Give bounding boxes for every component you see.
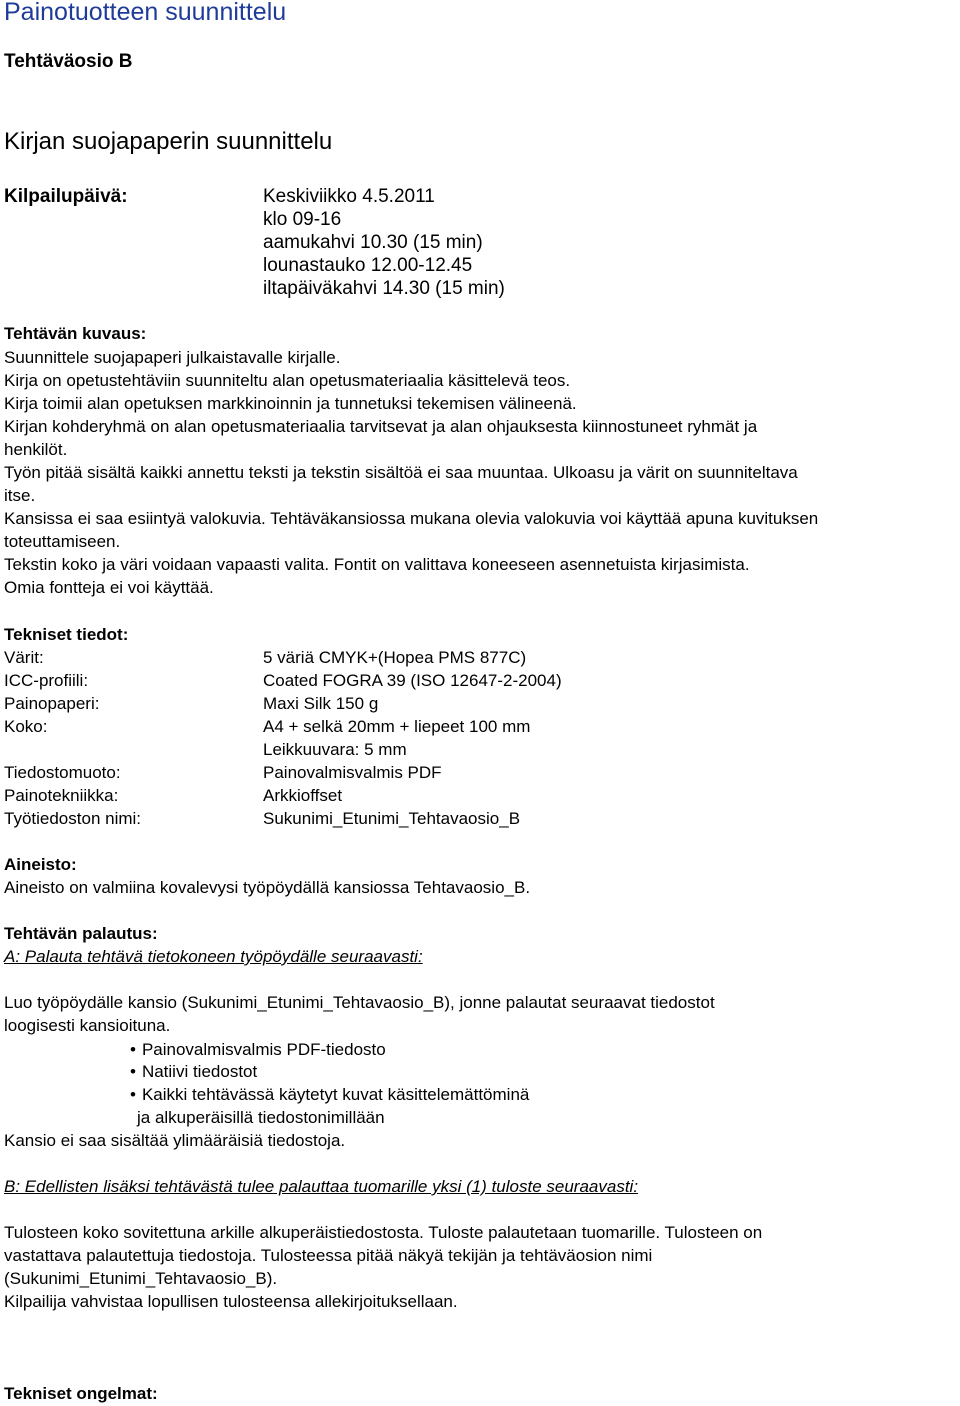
spec-value: Arkkioffset (263, 786, 343, 805)
task-description-line: toteuttamiseen. (4, 532, 121, 551)
bullet-item: • Natiivi tiedostot (130, 1063, 257, 1080)
spec-label: Työtiedoston nimi: (4, 809, 142, 828)
part-b-line: Kilpailija vahvistaa lopullisen tulosteensa allekirjoituksellaan. (4, 1292, 458, 1311)
task-description-line: itse. (4, 486, 36, 505)
task-description-line: Kirja toimii alan opetuksen markkinoinnin ja tunnetuksi tekemisen välineenä. (4, 394, 577, 413)
bullet-item: • Kaikki tehtävässä käytetyt kuvat käsittelemättöminä (130, 1086, 529, 1103)
spec-value: Maxi Silk 150 g (263, 694, 379, 713)
part-b-line: Tulosteen koko sovitettuna arkille alkuperäistiedostosta. Tuloste palautetaan tuomarille. Tulosteen on (4, 1223, 763, 1242)
spec-label: Tiedostomuoto: (4, 763, 121, 782)
task-description-line: Omia fontteja ei voi käyttää. (4, 578, 214, 597)
bullet-continuation: ja alkuperäisillä tiedostonimillään (137, 1108, 385, 1127)
spec-label: Painotekniikka: (4, 786, 119, 805)
competition-line: klo 09-16 (263, 209, 342, 230)
task-description-heading: Tehtävän kuvaus: (4, 324, 147, 343)
competition-line: Keskiviikko 4.5.2011 (263, 186, 435, 207)
task-description-line: Kirja on opetustehtäviin suunniteltu alan opetusmateriaalia käsittelevä teos. (4, 371, 571, 390)
part-a-closing: Kansio ei saa sisältää ylimääräisiä tiedostoja. (4, 1131, 346, 1150)
material-text: Aineisto on valmiina kovalevysi työpöydällä kansiossa Tehtavaosio_B. (4, 878, 531, 897)
spec-label: Koko: (4, 717, 48, 736)
page-title: Painotuotteen suunnittelu (4, 0, 287, 26)
section-subtitle: Tehtäväosio B (4, 51, 133, 72)
bullet-item: • Painovalmisvalmis PDF-tiedosto (130, 1041, 386, 1058)
part-b-line: vastattava palautettuja tiedostoja. Tulosteessa pitää näkyä tekijän ja tehtäväosion nimi (4, 1246, 653, 1265)
task-description-line: Suunnittele suojapaperi julkaistavalle kirjalle. (4, 348, 341, 367)
part-a-intro-line: Luo työpöydälle kansio (Sukunimi_Etunimi_Tehtavaosio_B), jonne palautat seuraavat tiedostot (4, 993, 715, 1012)
spec-value: Coated FOGRA 39 (ISO 12647-2-2004) (263, 671, 562, 690)
task-description-line: Tekstin koko ja väri voidaan vapaasti valita. Fontit on valittava koneeseen asennetuista kirjasimista. (4, 555, 750, 574)
task-description-line: Kansissa ei saa esiintyä valokuvia. Tehtäväkansiossa mukana olevia valokuvia voi käyttää apuna kuvituksen (4, 509, 819, 528)
spec-label: Painopaperi: (4, 694, 100, 713)
technical-problems-heading: Tekniset ongelmat: (4, 1384, 158, 1403)
return-heading: Tehtävän palautus: (4, 924, 158, 943)
technical-heading: Tekniset tiedot: (4, 625, 129, 644)
task-description-line: Työn pitää sisältä kaikki annettu teksti ja tekstin sisältöä ei saa muuntaa. Ulkoasu ja värit on suunniteltava (4, 463, 798, 482)
spec-label: Värit: (4, 648, 44, 667)
spec-value: A4 + selkä 20mm + liepeet 100 mm (263, 717, 531, 736)
spec-value: 5 väriä CMYK+(Hopea PMS 877C) (263, 648, 527, 667)
material-heading: Aineisto: (4, 855, 77, 874)
spec-value: Leikkuuvara: 5 mm (263, 740, 407, 759)
document-heading: Kirjan suojapaperin suunnittelu (4, 128, 333, 155)
part-a-intro-line: loogisesti kansioituna. (4, 1016, 171, 1035)
spec-label: ICC-profiili: (4, 671, 89, 690)
competition-line: aamukahvi 10.30 (15 min) (263, 232, 483, 253)
part-b-heading: B: Edellisten lisäksi tehtävästä tulee palauttaa tuomarille yksi (1) tuloste seuraavasti: (4, 1177, 639, 1196)
spec-value: Sukunimi_Etunimi_Tehtavaosio_B (263, 809, 521, 828)
part-a-heading: A: Palauta tehtävä tietokoneen työpöydälle seuraavasti: (4, 947, 423, 966)
task-description-line: Kirjan kohderyhmä on alan opetusmateriaalia tarvitsevat ja alan ohjauksesta kiinnostuneet ryhmät ja (4, 417, 758, 436)
part-b-line: (Sukunimi_Etunimi_Tehtavaosio_B). (4, 1269, 278, 1288)
spec-value: Painovalmisvalmis PDF (263, 763, 442, 782)
competition-line: lounastauko 12.00-12.45 (263, 255, 473, 276)
competition-date-label: Kilpailupäivä: (4, 186, 128, 207)
task-description-line: henkilöt. (4, 440, 68, 459)
competition-line: iltapäiväkahvi 14.30 (15 min) (263, 278, 505, 299)
